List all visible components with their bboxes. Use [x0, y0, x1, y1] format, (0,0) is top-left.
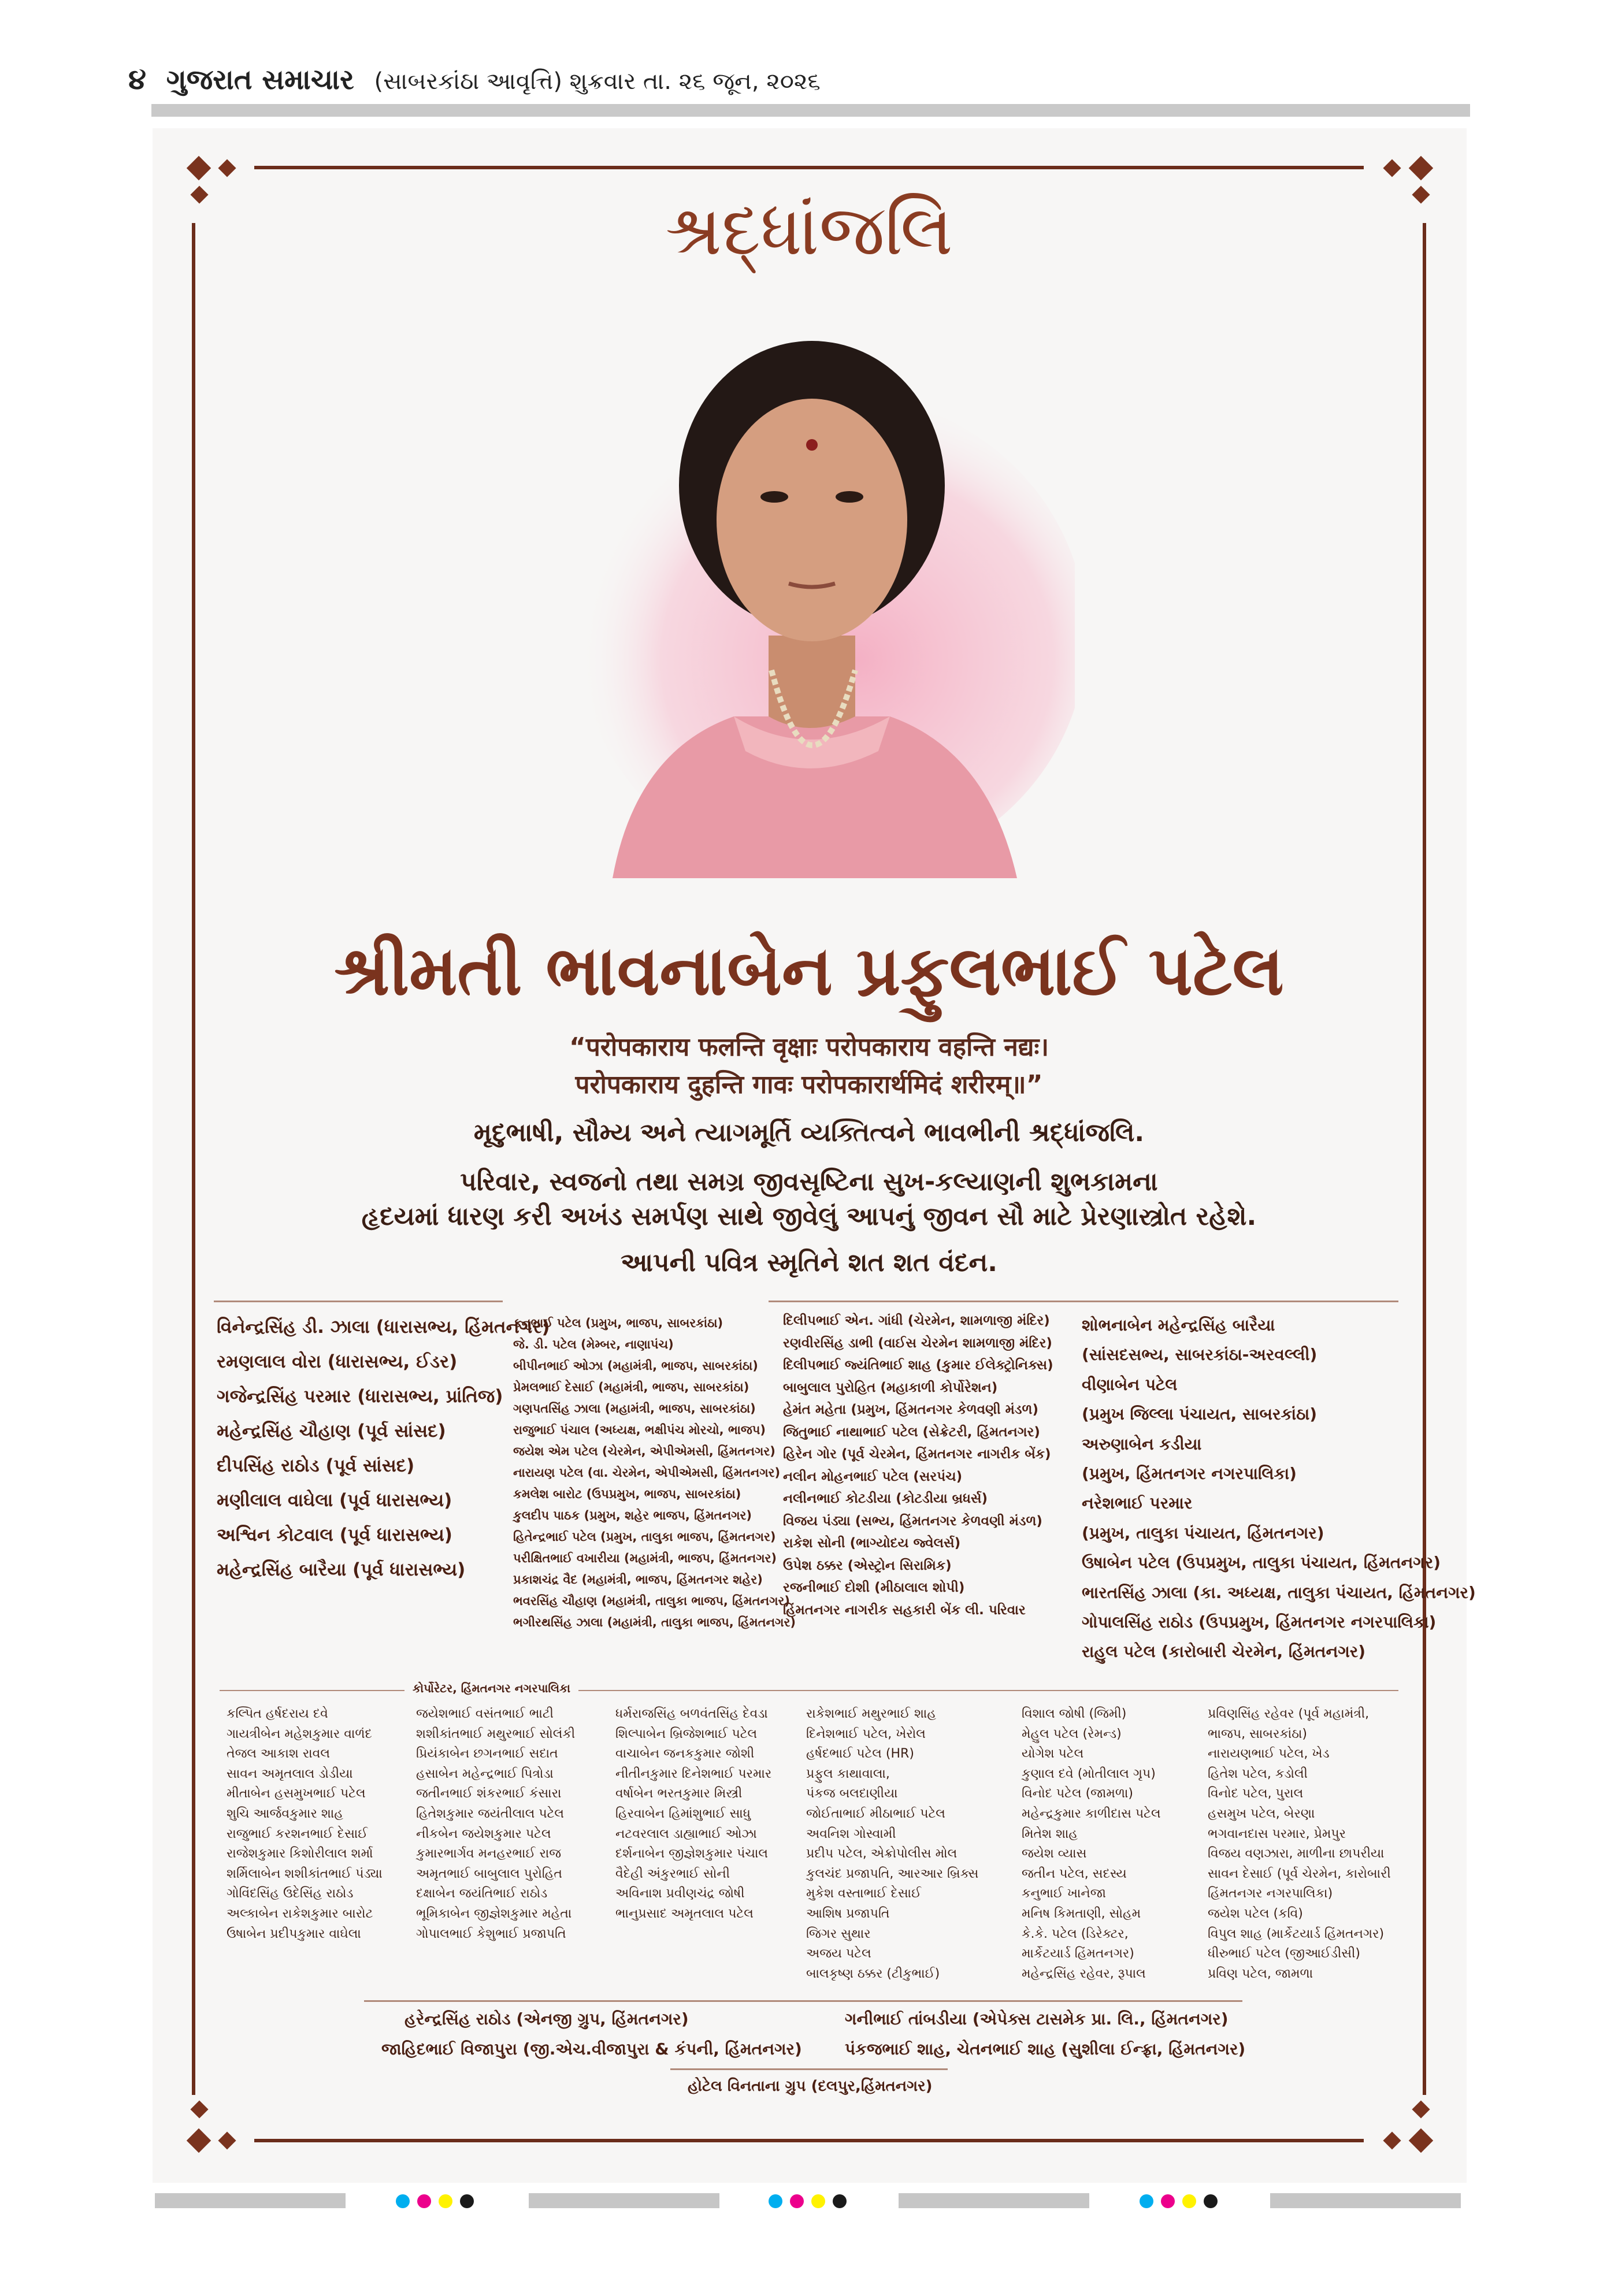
list-item: રાહુલ પટેલ (કારોબારી ચેરમેન, હિંમતનગર) [1082, 1642, 1366, 1662]
tribute-line: પરિવાર, સ્વજનો તથા સમગ્ર જીવસૃષ્ટિના સુખ-કલ્યાણની શુભકામના [460, 1167, 1158, 1197]
list-item: પંકજ બલદાણીયા [806, 1786, 898, 1801]
list-item: વિનોદ પટેલ, પુરાલ [1208, 1786, 1304, 1801]
magenta-registration-dot-icon [1161, 2194, 1175, 2208]
print-registration-bar [1270, 2193, 1461, 2208]
page-number: ૪ [128, 62, 146, 96]
list-item: દીપસિંહ રાઠોડ (પૂર્વ સાંસદ) [217, 1455, 415, 1476]
list-item: ઉષાબેન પટેલ (ઉપપ્રમુખ, તાલુકા પંચાયત, હિંમતનગર) [1082, 1553, 1441, 1573]
list-item: શુચિ આર્જવકુમાર શાહ [227, 1806, 343, 1821]
yellow-registration-dot-icon [1182, 2194, 1196, 2208]
list-item: (પ્રમુખ, હિંમતનગર નગરપાલિકા) [1082, 1463, 1297, 1483]
list-item: જિગર સુથાર [806, 1926, 871, 1941]
list-item: રાજેશકુમાર કિશોરીલાલ શર્મા [227, 1847, 373, 1862]
list-item: નીકબેન જયેશકુમાર પટેલ [416, 1826, 551, 1841]
list-item: ભગવાનદાસ પરમાર, પ્રેમપુર [1208, 1826, 1346, 1841]
corporator-column-5 [1022, 1704, 1161, 1984]
list-item: હિતેશ પટેલ, કડોલી [1208, 1766, 1308, 1781]
list-item: નીતીનકુમાર દિનેશભાઈ પરમાર [615, 1766, 772, 1781]
list-item: અશ્વિન કોટવાલ (પૂર્વ ધારાસભ્ય) [217, 1525, 452, 1545]
list-item: રાજુભાઈ પંચાલ (અધ્યક્ષ, ભક્ષીપંચ મોરચો, ભાજપ) [513, 1423, 766, 1437]
list-item: અવિનાશ પ્રવીણચંદ્ર જોષી [615, 1886, 745, 1901]
list-item: યોગેશ પટેલ [1022, 1747, 1084, 1762]
sanskrit-verse-line: परोपकाराय दुहन्ति गावः परोपकारार्थमिदं शरीरम्॥” [575, 1070, 1043, 1099]
list-item: (સાંસદસભ્ય, સાબરકાંઠા-અરવલ્લી) [1082, 1345, 1318, 1365]
list-item: જોઈતાભાઈ મીઠાભાઈ પટેલ [806, 1806, 945, 1821]
list-item: વાચાબેન જનકકુમાર જોશી [615, 1747, 755, 1762]
list-item: કુણાલ દવે (મોતીલાલ ગૃપ) [1022, 1766, 1156, 1781]
list-item: હર્ષદભાઈ પટેલ (HR) [806, 1747, 914, 1762]
list-item: ભૂમિકાબેન જીજ્ઞેશકુમાર મહેતા [416, 1906, 572, 1921]
list-item: કમલેશ બારોટ (ઉપપ્રમુખ, ભાજપ, સાબરકાંઠા) [513, 1487, 741, 1501]
portrait-photo [543, 312, 1075, 890]
list-item: મુકેશ વસ્તાભાઈ દેસાઈ [806, 1886, 922, 1901]
list-item: અમૃતભાઈ બાબુલાલ પુરોહિત [416, 1866, 563, 1881]
frame-right-line [1423, 223, 1426, 2095]
list-item: દિનેશભાઈ પટેલ, ખેરોલ [806, 1726, 926, 1741]
corporator-column-3 [615, 1704, 771, 1925]
sponsor-line: ગનીભાઈ તાંબડીયા (એપેક્સ ટાસમેક પ્રા. લિ., હિંમતનગર) [845, 2009, 1229, 2028]
list-item: વિનોદ પટેલ (જામળા) [1022, 1786, 1134, 1801]
list-item: મેહુલ પટેલ (રેમન્ડ) [1022, 1726, 1122, 1741]
section-divider [364, 2000, 1242, 2002]
list-item: નારાયણ પટેલ (વા. ચેરમેન, એપીએમસી, હિંમતનગર) [513, 1466, 781, 1480]
list-item: આશિષ પ્રજાપતિ [806, 1906, 890, 1921]
list-item: વીણાબેન પટેલ [1082, 1374, 1178, 1394]
list-item: જયેશ એમ પટેલ (ચેરમેન, એપીએમસી, હિંમતનગર) [513, 1444, 775, 1458]
list-item: મણીલાલ વાઘેલા (પૂર્વ ધારાસભ્ય) [217, 1490, 452, 1511]
list-item: હિરેન ગોર (પૂર્વ ચેરમેન, હિંમતનગર નાગરીક બેંક) [783, 1447, 1051, 1462]
list-item: નલીન મોહનભાઈ પટેલ (સરપંચ) [783, 1469, 963, 1484]
list-item: પરીક્ષિતભાઈ વખારીયા (મહામંત્રી, ભાજપ, હિંમતનગર) [513, 1551, 777, 1565]
list-item: કુલદીપ પાઠક (પ્રમુખ, શહેર ભાજપ, હિંમતનગર) [513, 1509, 752, 1522]
list-item: અવનિશ ગોસ્વામી [806, 1826, 896, 1841]
list-item: રણવીરસિંહ ડાભી (વાઈસ ચેરમેન શામળાજી મંદિર) [783, 1335, 1052, 1351]
list-item: કનુભાઈ પટેલ (પ્રમુખ, ભાજપ, સાબરકાંઠા) [513, 1316, 723, 1330]
list-item: જતીન પટેલ, સદસ્ય [1022, 1866, 1127, 1881]
magenta-registration-dot-icon [417, 2194, 431, 2208]
cyan-registration-dot-icon [1140, 2194, 1153, 2208]
list-item: ઉપેશ ઠક્કર (એસ્ટ્રોન સિરામિક) [783, 1558, 952, 1573]
list-item: માર્કેટયાર્ડ હિંમતનગર) [1022, 1946, 1134, 1961]
list-item: હિતેન્દ્રભાઈ પટેલ (પ્રમુખ, તાલુકા ભાજપ, હિંમતનગર) [513, 1530, 776, 1544]
page-title: શ્રદ્ધાંજલિ [665, 191, 953, 271]
list-item: ગજેન્દ્રસિંહ પરમાર (ધારાસભ્ય, પ્રાંતિજ) [217, 1386, 503, 1407]
list-item: વિજય વણઝારા, માળીના છાપરીયા [1208, 1847, 1385, 1862]
list-item: (પ્રમુખ, તાલુકા પંચાયત, હિંમતનગર) [1082, 1523, 1324, 1543]
tribute-line: હૃદયમાં ધારણ કરી અખંડ સમર્પણ સાથે જીવેલું આપનું જીવન સૌ માટે પ્રેરણાસ્ત્રોત રહેશે. [361, 1202, 1257, 1231]
list-item: દક્ષાબેન જયંતિભાઈ રાઠોડ [416, 1886, 548, 1901]
list-item: વિનેન્દ્રસિંહ ડી. ઝાલા (ધારાસભ્ય, હિંમતનગર) [217, 1317, 550, 1338]
list-item: સાવન અમૃતલાલ ડોડીયા [227, 1766, 353, 1781]
list-item: વિશાલ જોષી (જિમી) [1022, 1707, 1127, 1721]
list-item: દર્શનાબેન જીજ્ઞેશકુમાર પંચાલ [615, 1847, 768, 1862]
list-item: ગાયત્રીબેન મહેશકુમાર વાળંદ [227, 1726, 372, 1741]
condolence-column-2 [513, 1313, 796, 1633]
list-item: રાકેશભાઈ મથુરભાઈ શાહ [806, 1707, 936, 1721]
list-item: નટવરલાલ ડાહ્યાભાઈ ઓઝા [615, 1826, 757, 1841]
list-item: હિતેશકુમાર જયંતીલાલ પટેલ [416, 1806, 565, 1821]
list-item: ભવરસિંહ ચૌહાણ (મહામંત્રી, તાલુકા ભાજપ, હિંમતનગર) [513, 1594, 790, 1608]
sanskrit-verse-line: “परोपकाराय फलन्ति वृक्षाः परोपकाराय वहन्ति नद्यः। [569, 1032, 1049, 1062]
list-item: અલ્કાબેન રાકેશકુમાર બારોટ [227, 1906, 373, 1921]
list-item: સાવન દેસાઈ (પૂર્વ ચેરમેન, કારોબારી [1208, 1866, 1391, 1881]
corporator-heading: કોર્પોરેટર, હિંમતનગર નગરપાલિકા [404, 1681, 578, 1695]
list-item: ધર્મરાજસિંહ બળવંતસિંહ દેવડા [615, 1707, 768, 1721]
print-registration-bar [529, 2193, 719, 2208]
yellow-registration-dot-icon [439, 2194, 452, 2208]
list-item: અજય પટેલ [806, 1946, 871, 1961]
list-item: વૈદેહી અંકુરભાઈ સોની [615, 1866, 730, 1881]
list-item: વિજય પંડ્યા (સભ્ય, હિંમતનગર કેળવણી મંડળ) [783, 1513, 1042, 1529]
list-item: ગણપતસિંહ ઝાલા (મહામંત્રી, ભાજપ, સાબરકાંઠા) [513, 1402, 756, 1416]
condolence-column-4 [1082, 1310, 1476, 1667]
list-item: મહેન્દ્રસિંહ બારૈયા (પૂર્વ ધારાસભ્ય) [217, 1559, 466, 1580]
list-item: નલીનભાઈ કોટડીયા (કોટડીયા બ્રધર્સ) [783, 1491, 988, 1506]
list-item: મહેન્દ્રસિંહ રહેવર, રૂપાલ [1022, 1966, 1146, 1981]
cyan-registration-dot-icon [769, 2194, 782, 2208]
cyan-registration-dot-icon [396, 2194, 410, 2208]
header-rule [151, 104, 1470, 117]
section-divider [1069, 1301, 1398, 1302]
list-item: રજનીભાઈ દોશી (મીઠાલાલ શોપી) [783, 1580, 965, 1595]
list-item: ઉષાબેન પ્રદીપકુમાર વાઘેલા [227, 1926, 361, 1941]
list-item: પ્રફુલ કાથાવાલા, [806, 1766, 890, 1781]
list-item: હસમુખ પટેલ, બેરણા [1208, 1806, 1315, 1821]
corporator-column-2 [416, 1704, 575, 1944]
list-item: ગોવિંદસિંહ ઉદેસિંહ રાઠોડ [227, 1886, 354, 1901]
deceased-name: શ્રીમતી ભાવનાબેન પ્રફુલભાઈ પટેલ [334, 930, 1284, 1010]
list-item: (પ્રમુખ જિલ્લા પંચાયત, સાબરકાંઠા) [1082, 1405, 1318, 1424]
list-item: ભાજપ, સાબરકાંઠા) [1208, 1726, 1308, 1741]
sponsor-line: જાહિદભાઈ વિજાપુરા (જી.એચ.વીજાપુરા & કંપની, હિંમતનગર) [381, 2039, 802, 2059]
list-item: જયેશભાઈ વસંતભાઈ ભાટી [416, 1707, 554, 1721]
sponsor-line: હોટેલ વિનતાના ગ્રુપ (દલપુર,હિંમતનગર) [688, 2078, 933, 2095]
list-item: પ્રવિણસિંહ રહેવર (પૂર્વ મહામંત્રી, [1208, 1707, 1370, 1721]
yellow-registration-dot-icon [811, 2194, 825, 2208]
list-item: શોભનાબેન મહેન્દ્રસિંહ બારૈયા [1082, 1316, 1275, 1335]
list-item: વર્ષાબેન ભરતકુમાર મિસ્ત્રી [615, 1786, 743, 1801]
list-item: ભારતસિંહ ઝાલા (કા. અધ્યક્ષ, તાલુકા પંચાયત, હિંમતનગર) [1082, 1582, 1476, 1602]
condolence-column-3 [783, 1310, 1053, 1621]
list-item: જયેશ વ્યાસ [1022, 1847, 1087, 1862]
section-divider [769, 1301, 1069, 1302]
list-item: પ્રિયંકાબેન છગનભાઈ સદાત [416, 1747, 558, 1762]
black-registration-dot-icon [460, 2194, 474, 2208]
list-item: મહેન્દ્રસિંહ ચૌહાણ (પૂર્વ સાંસદ) [217, 1421, 446, 1441]
list-item: નરેશભાઈ પરમાર [1082, 1493, 1193, 1513]
print-registration-bar [899, 2193, 1089, 2208]
list-item: નારાયણભાઈ પટેલ, ખેડ [1208, 1747, 1330, 1762]
sponsor-line: પંકજભાઈ શાહ, ચેતનભાઈ શાહ (સુશીલા ઈન્ફ્રા, હિંમતનગર) [845, 2039, 1246, 2059]
list-item: દિલીપભાઈ જ્યંતિભાઈ શાહ (કુમાર ઈલેક્ટ્રોનિક્સ) [783, 1358, 1053, 1373]
condolence-column-1 [217, 1310, 550, 1587]
sponsor-line: હરેન્દ્રસિંહ રાઠોડ (એનજી ગ્રુપ, હિંમતનગર) [404, 2009, 689, 2028]
list-item: પ્રવિણ પટેલ, જામળા [1208, 1966, 1313, 1981]
section-divider [670, 2068, 948, 2070]
list-item: કુલચંદ પ્રજાપતિ, આરઆર બ્રિક્સ [806, 1866, 979, 1881]
list-item: ધીરુભાઈ પટેલ (જીઆઈડીસી) [1208, 1946, 1361, 1961]
list-item: હિંમતનગર નગરપાલિકા) [1208, 1886, 1333, 1901]
list-item: ભાનુપ્રસાદ અમૃતલાલ પટેલ [615, 1906, 754, 1921]
list-item: કે.કે. પટેલ (ડિરેક્ટર, [1022, 1926, 1129, 1941]
list-item: હેમંત મહેતા (પ્રમુખ, હિંમતનગર કેળવણી મંડળ) [783, 1402, 1038, 1417]
list-item: કલ્પિત હર્ષદરાય દવે [227, 1707, 328, 1721]
tribute-line: આપની પવિત્ર સ્મૃતિને શત શત વંદન. [621, 1248, 997, 1277]
list-item: પ્રકાશચંદ્ર વૈદ (મહામંત્રી, ભાજપ, હિંમતનગર શહેર) [513, 1573, 763, 1587]
list-item: શિલ્પાબેન બ્રિજેશભાઈ પટેલ [615, 1726, 758, 1741]
frame-left-line [192, 223, 195, 2095]
page-header [128, 62, 821, 96]
list-item: શર્મિલાબેન શશીકાંતભાઈ પંડ્યા [227, 1866, 383, 1881]
list-item: હિંમતનગર નાગરીક સહકારી બેંક લી. પરિવાર [783, 1602, 1026, 1618]
frame-bottom-line [254, 2139, 1364, 2142]
list-item: અરુણાબેન કડીયા [1082, 1434, 1202, 1454]
list-item: રમણલાલ વોરા (ધારાસભ્ય, ઈડર) [217, 1351, 458, 1372]
list-item: પ્રદીપ પટેલ, એક્રોપોલીસ મોલ [806, 1847, 958, 1862]
corporator-column-4 [806, 1704, 978, 1984]
corporator-column-6 [1208, 1704, 1391, 1984]
edition-date: (સાબરકાંઠા આવૃત્તિ) શુક્રવાર તા. ૨૬ જૂન, ૨૦૨૬ [374, 68, 821, 95]
list-item: પ્રેમલભાઈ દેસાઈ (મહામંત્રી, ભાજપ, સાબરકાંઠા) [513, 1380, 749, 1394]
list-item: તેજલ આકાશ રાવલ [227, 1747, 330, 1762]
corporator-column-1 [227, 1704, 383, 1944]
list-item: મિતેશ શાહ [1022, 1826, 1078, 1841]
list-item: દિલીપભાઈ એન. ગાંધી (ચેરમેન, શામળાજી મંદિર) [783, 1313, 1050, 1328]
list-item: ભગીરથસિંહ ઝાલા (મહામંત્રી, તાલુકા ભાજપ, હિંમતનગર) [513, 1615, 796, 1629]
list-item: કનુભાઈ ખાનેજા [1022, 1886, 1106, 1901]
list-item: જયેશ પટેલ (કવિ) [1208, 1906, 1303, 1921]
list-item: જે. ડી. પટેલ (મેમ્બર, નાણાપંચ) [513, 1338, 674, 1351]
list-item: શશીકાંતભાઈ મથુરભાઈ સોલંકી [416, 1726, 576, 1741]
list-item: બીપીનભાઈ ઓઝા (મહામંત્રી, ભાજપ, સાબરકાંઠા) [513, 1359, 758, 1373]
list-item: કુમારભાર્ગવ મનહરભાઈ રાજ [416, 1847, 562, 1862]
list-item: જતીનભાઈ શંકરભાઈ કંસારા [416, 1786, 562, 1801]
frame-top-line [254, 166, 1364, 169]
section-divider [220, 1690, 1398, 1691]
list-item: હિરવાબેન હિમાંશુભાઈ સાધુ [615, 1806, 751, 1821]
newspaper-name: ગુજરાત સમાચાર [166, 64, 354, 96]
black-registration-dot-icon [833, 2194, 847, 2208]
list-item: હસાબેન મહેન્દ્રભાઈ પિત્રોડા [416, 1766, 554, 1781]
list-item: જિતુભાઈ નાથાભાઈ પટેલ (સેક્રેટરી, હિંમતનગર) [783, 1424, 1040, 1440]
tribute-line: મૃદુભાષી, સૌમ્ય અને ત્યાગમૂર્તિ વ્યક્તિત્વને ભાવભીની શ્રદ્ધાંજલિ. [473, 1118, 1145, 1147]
black-registration-dot-icon [1204, 2194, 1218, 2208]
section-divider [214, 1301, 503, 1302]
list-item: બાલકૃષ્ણ ઠક્કર (ટીકુભાઈ) [806, 1966, 940, 1981]
list-item: રાજુભાઈ કરશનભાઈ દેસાઈ [227, 1826, 368, 1841]
list-item: વિપુલ શાહ (માર્કેટયાર્ડ હિંમતનગર) [1208, 1926, 1385, 1941]
list-item: મીતાબેન હસમુખભાઈ પટેલ [227, 1786, 366, 1801]
print-registration-bar [155, 2193, 346, 2208]
list-item: ગોપાલસિંહ રાઠોડ (ઉપપ્રમુખ, હિંમતનગર નગરપાલિકા) [1082, 1612, 1437, 1632]
list-item: મનિષ કિમતાણી, સોહમ [1022, 1906, 1141, 1921]
list-item: ગોપાલભાઈ કેશુભાઈ પ્રજાપતિ [416, 1926, 566, 1941]
magenta-registration-dot-icon [790, 2194, 804, 2208]
list-item: બાબુલાલ પુરોહિત (મહાકાળી કોર્પોરેશન) [783, 1380, 998, 1395]
list-item: મહેન્દ્રકુમાર કાળીદાસ પટેલ [1022, 1806, 1161, 1821]
list-item: રાકેશ સોની (ભાગ્યોદય જ્વેલર્સ) [783, 1536, 961, 1551]
